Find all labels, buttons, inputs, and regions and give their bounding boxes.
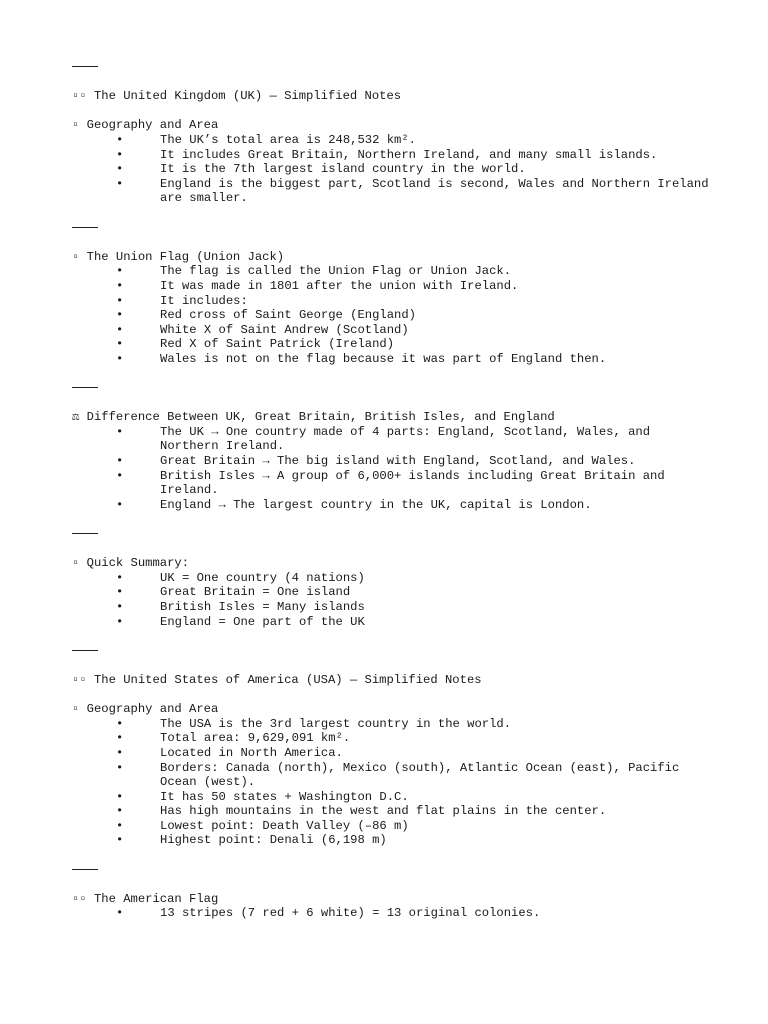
bullet-icon: • bbox=[116, 818, 124, 833]
bullet-icon: • bbox=[116, 308, 124, 323]
list-item bbox=[72, 294, 712, 309]
list-item bbox=[72, 498, 712, 513]
list-item bbox=[72, 469, 712, 498]
bullet-icon: • bbox=[116, 599, 124, 614]
list-item-text: The UK → One country made of 4 parts: England, Scotland, Wales, and Northern Ireland. bbox=[160, 424, 658, 454]
list-item bbox=[72, 906, 712, 921]
list-item-text: It includes Great Britain, Northern Ireland, and many small islands. bbox=[160, 147, 658, 162]
blank-line bbox=[72, 658, 712, 673]
blank-line bbox=[72, 75, 712, 90]
bullet-icon: • bbox=[116, 760, 124, 775]
list-item bbox=[72, 804, 712, 819]
bullet-icon: • bbox=[116, 497, 124, 512]
section-divider bbox=[72, 221, 712, 236]
list-item bbox=[72, 833, 712, 848]
section-heading: ▫ Geography and Area bbox=[72, 702, 219, 717]
blank-line bbox=[72, 877, 712, 892]
list-item-text: The flag is called the Union Flag or Union Jack. bbox=[160, 264, 512, 279]
list-item bbox=[72, 585, 712, 600]
list-item-text: The UK’s total area is 248,532 km². bbox=[160, 132, 416, 147]
list-item-text: Borders: Canada (north), Mexico (south), Atlantic Ocean (east), Pacific Ocean (west). bbox=[160, 760, 687, 790]
list-item bbox=[72, 425, 712, 454]
bullet-icon: • bbox=[116, 176, 124, 191]
bullet-icon: • bbox=[116, 731, 124, 746]
bullet-icon: • bbox=[116, 293, 124, 308]
blank-line bbox=[72, 366, 712, 381]
list-item-text: Located in North America. bbox=[160, 745, 343, 760]
bullet-icon: • bbox=[116, 906, 124, 921]
document-body bbox=[72, 60, 716, 921]
bullet-icon: • bbox=[116, 716, 124, 731]
list-item-text: The USA is the 3rd largest country in the world. bbox=[160, 716, 512, 731]
bullet-icon: • bbox=[116, 162, 124, 177]
list-item bbox=[72, 731, 712, 746]
bullet-icon: • bbox=[116, 147, 124, 162]
section-divider bbox=[72, 863, 712, 878]
bullet-icon: • bbox=[116, 789, 124, 804]
list-item-text: Highest point: Denali (6,198 m) bbox=[160, 833, 387, 848]
list-item-text: Wales is not on the flag because it was part of England then. bbox=[160, 351, 607, 366]
list-item bbox=[72, 133, 712, 148]
section-heading: ▫▫ The United Kingdom (UK) — Simplified Notes bbox=[72, 89, 402, 104]
list-item-text: It has 50 states + Washington D.C. bbox=[160, 789, 409, 804]
list-item bbox=[72, 352, 712, 367]
list-item-text: England → The largest country in the UK, capital is London. bbox=[160, 497, 592, 512]
list-item bbox=[72, 761, 712, 790]
list-item-text: 13 stripes (7 red + 6 white) = 13 original colonies. bbox=[160, 906, 541, 921]
section-heading: ▫ Quick Summary: bbox=[72, 556, 190, 571]
bullet-icon: • bbox=[116, 351, 124, 366]
section-heading: ▫ The Union Flag (Union Jack) bbox=[72, 249, 285, 264]
list-item bbox=[72, 790, 712, 805]
section-heading: ⚖ Difference Between UK, Great Britain, British Isles, and England bbox=[72, 410, 555, 425]
list-item-text: Total area: 9,629,091 km². bbox=[160, 731, 351, 746]
list-item-text: White X of Saint Andrew (Scotland) bbox=[160, 322, 409, 337]
list-item-text: British Isles → A group of 6,000+ islands including Great Britain and Ireland. bbox=[160, 468, 672, 498]
list-item bbox=[72, 323, 712, 338]
bullet-icon: • bbox=[116, 454, 124, 469]
section-divider bbox=[72, 527, 712, 542]
list-item-text: Lowest point: Death Valley (–86 m) bbox=[160, 818, 409, 833]
bullet-icon: • bbox=[116, 614, 124, 629]
bullet-icon: • bbox=[116, 585, 124, 600]
bullet-icon: • bbox=[116, 278, 124, 293]
list-item bbox=[72, 148, 712, 163]
list-item-text: It was made in 1801 after the union with Ireland. bbox=[160, 278, 519, 293]
list-item bbox=[72, 819, 712, 834]
list-item bbox=[72, 746, 712, 761]
blank-line bbox=[72, 512, 712, 527]
section-heading: ▫ Geography and Area bbox=[72, 118, 219, 133]
list-item-text: It is the 7th largest island country in the world. bbox=[160, 162, 526, 177]
list-item-text: Great Britain = One island bbox=[160, 585, 351, 600]
blank-line bbox=[72, 396, 712, 411]
list-item bbox=[72, 454, 712, 469]
bullet-icon: • bbox=[116, 337, 124, 352]
list-item-text: England = One part of the UK bbox=[160, 614, 365, 629]
list-item bbox=[72, 571, 712, 586]
list-item bbox=[72, 162, 712, 177]
list-item bbox=[72, 264, 712, 279]
bullet-icon: • bbox=[116, 833, 124, 848]
blank-line bbox=[72, 235, 712, 250]
blank-line bbox=[72, 848, 712, 863]
list-item bbox=[72, 176, 716, 206]
section-heading: ▫▫ The American Flag bbox=[72, 891, 219, 906]
bullet-icon: • bbox=[116, 468, 124, 483]
bullet-icon: • bbox=[116, 264, 124, 279]
section-divider bbox=[72, 60, 712, 75]
list-item-text: Great Britain → The big island with England, Scotland, and Wales. bbox=[160, 454, 636, 469]
list-item-text: UK = One country (4 nations) bbox=[160, 570, 365, 585]
list-item bbox=[72, 279, 712, 294]
blank-line bbox=[72, 688, 712, 703]
list-item-text: Red X of Saint Patrick (Ireland) bbox=[160, 337, 395, 352]
list-item bbox=[72, 717, 712, 732]
blank-line bbox=[72, 629, 712, 644]
list-item bbox=[72, 615, 712, 630]
list-item-text: England is the biggest part, Scotland is second, Wales and Northern Ireland are smaller. bbox=[160, 176, 716, 206]
list-item-text: Red cross of Saint George (England) bbox=[160, 308, 416, 323]
bullet-icon: • bbox=[116, 132, 124, 147]
list-item-text: It includes: bbox=[160, 293, 248, 308]
bullet-icon: • bbox=[116, 322, 124, 337]
list-item-text: British Isles = Many islands bbox=[160, 599, 365, 614]
list-item-text: Has high mountains in the west and flat plains in the center. bbox=[160, 804, 607, 819]
section-divider bbox=[72, 644, 712, 659]
bullet-icon: • bbox=[116, 424, 124, 439]
bullet-icon: • bbox=[116, 570, 124, 585]
list-item bbox=[72, 337, 712, 352]
section-divider bbox=[72, 381, 712, 396]
list-item bbox=[72, 308, 712, 323]
blank-line bbox=[72, 104, 712, 119]
list-item bbox=[72, 600, 712, 615]
blank-line bbox=[72, 542, 712, 557]
section-heading: ▫▫ The United States of America (USA) — Simplified Notes bbox=[72, 672, 482, 687]
bullet-icon: • bbox=[116, 745, 124, 760]
blank-line bbox=[72, 206, 712, 221]
bullet-icon: • bbox=[116, 804, 124, 819]
